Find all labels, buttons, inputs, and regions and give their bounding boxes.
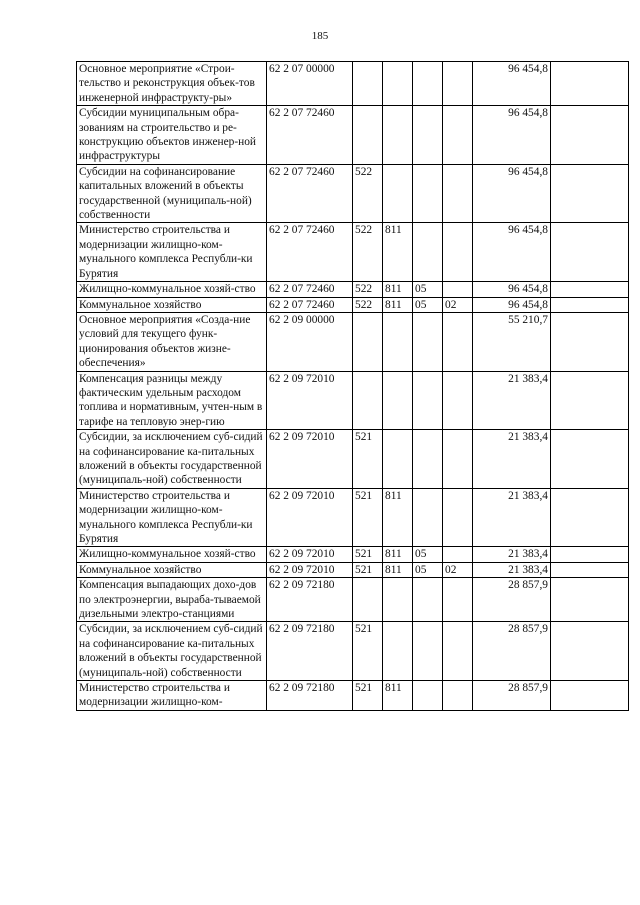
row-vr-cell: 521	[353, 622, 383, 681]
row-gr-cell	[383, 578, 413, 622]
table-row	[77, 223, 629, 282]
row-gr-cell: 811	[383, 562, 413, 577]
row-pr-cell	[443, 681, 473, 711]
row-vr-cell: 521	[353, 681, 383, 711]
row-name-cell: Министерство строительства и модернизации жилищно-ком-	[77, 681, 267, 711]
row-gr-cell	[383, 371, 413, 430]
row-sum-cell: 21 383,4	[473, 371, 551, 430]
row-vr-cell: 521	[353, 562, 383, 577]
row-rz-cell	[413, 622, 443, 681]
budget-table	[76, 61, 629, 711]
row-pr-cell	[443, 106, 473, 165]
row-rz-cell: 05	[413, 282, 443, 297]
row-pr-cell	[443, 62, 473, 106]
row-code-cell: 62 2 09 72180	[267, 622, 353, 681]
row-code-cell: 62 2 09 72010	[267, 430, 353, 489]
row-rz-cell	[413, 164, 443, 223]
table-row	[77, 164, 629, 223]
row-empty-cell	[551, 681, 629, 711]
row-rz-cell	[413, 681, 443, 711]
row-vr-cell: 521	[353, 547, 383, 562]
row-code-cell: 62 2 09 72010	[267, 562, 353, 577]
row-vr-cell: 522	[353, 282, 383, 297]
row-rz-cell	[413, 430, 443, 489]
row-name-cell: Субсидии, за исключением суб-сидий на софинансирование ка-питальных вложений в объекты государственной (муниципаль-ной) собственности	[77, 430, 267, 489]
row-name-cell: Компенсация разницы между фактическим удельным расходом топлива и нормативным, учтен-ным в тарифе на тепловую энер-гию	[77, 371, 267, 430]
table-row	[77, 312, 629, 371]
table-row	[77, 282, 629, 297]
row-gr-cell	[383, 312, 413, 371]
row-vr-cell: 522	[353, 164, 383, 223]
row-code-cell: 62 2 07 72460	[267, 282, 353, 297]
row-rz-cell: 05	[413, 297, 443, 312]
row-rz-cell	[413, 312, 443, 371]
row-sum-cell: 55 210,7	[473, 312, 551, 371]
row-sum-cell: 28 857,9	[473, 681, 551, 711]
row-rz-cell	[413, 371, 443, 430]
row-empty-cell	[551, 488, 629, 547]
table-row	[77, 681, 629, 711]
row-rz-cell	[413, 578, 443, 622]
row-gr-cell	[383, 622, 413, 681]
row-code-cell: 62 2 07 00000	[267, 62, 353, 106]
row-rz-cell: 05	[413, 547, 443, 562]
row-empty-cell	[551, 223, 629, 282]
row-name-cell: Компенсация выпадающих дохо-дов по электроэнергии, выраба-тываемой дизельными электро-станциями	[77, 578, 267, 622]
row-gr-cell	[383, 62, 413, 106]
row-pr-cell	[443, 371, 473, 430]
row-name-cell: Субсидии муниципальным обра-зованиям на строительство и ре-конструкцию объектов инженер-ной инфраструктуры	[77, 106, 267, 165]
row-vr-cell	[353, 312, 383, 371]
row-code-cell: 62 2 09 72180	[267, 578, 353, 622]
row-empty-cell	[551, 62, 629, 106]
row-vr-cell	[353, 62, 383, 106]
row-sum-cell: 21 383,4	[473, 488, 551, 547]
row-rz-cell	[413, 488, 443, 547]
row-empty-cell	[551, 430, 629, 489]
row-gr-cell	[383, 164, 413, 223]
row-sum-cell: 21 383,4	[473, 562, 551, 577]
row-empty-cell	[551, 562, 629, 577]
row-name-cell: Жилищно-коммунальное хозяй-ство	[77, 282, 267, 297]
row-gr-cell: 811	[383, 223, 413, 282]
row-code-cell: 62 2 07 72460	[267, 164, 353, 223]
table-row	[77, 62, 629, 106]
row-sum-cell: 28 857,9	[473, 578, 551, 622]
row-empty-cell	[551, 282, 629, 297]
row-rz-cell: 05	[413, 562, 443, 577]
row-pr-cell	[443, 622, 473, 681]
row-rz-cell	[413, 223, 443, 282]
row-gr-cell: 811	[383, 297, 413, 312]
row-pr-cell	[443, 164, 473, 223]
row-pr-cell	[443, 282, 473, 297]
row-code-cell: 62 2 07 72460	[267, 223, 353, 282]
row-name-cell: Жилищно-коммунальное хозяй-ство	[77, 547, 267, 562]
row-empty-cell	[551, 312, 629, 371]
row-empty-cell	[551, 164, 629, 223]
row-pr-cell	[443, 223, 473, 282]
row-name-cell: Коммунальное хозяйство	[77, 297, 267, 312]
table-row	[77, 371, 629, 430]
table-row	[77, 430, 629, 489]
row-sum-cell: 96 454,8	[473, 223, 551, 282]
row-code-cell: 62 2 09 72010	[267, 488, 353, 547]
row-pr-cell	[443, 312, 473, 371]
row-vr-cell: 522	[353, 297, 383, 312]
row-sum-cell: 96 454,8	[473, 282, 551, 297]
row-gr-cell: 811	[383, 488, 413, 547]
row-rz-cell	[413, 62, 443, 106]
table-row	[77, 106, 629, 165]
row-empty-cell	[551, 547, 629, 562]
row-pr-cell	[443, 430, 473, 489]
table-row	[77, 547, 629, 562]
row-code-cell: 62 2 07 72460	[267, 106, 353, 165]
row-empty-cell	[551, 297, 629, 312]
row-empty-cell	[551, 371, 629, 430]
table-row	[77, 488, 629, 547]
row-gr-cell	[383, 106, 413, 165]
row-vr-cell: 521	[353, 430, 383, 489]
row-empty-cell	[551, 578, 629, 622]
row-sum-cell: 96 454,8	[473, 62, 551, 106]
row-name-cell: Основное мероприятия «Созда-ние условий для текущего функ-ционирования объектов жизне-обеспечения»	[77, 312, 267, 371]
table-row	[77, 297, 629, 312]
row-vr-cell	[353, 371, 383, 430]
row-sum-cell: 28 857,9	[473, 622, 551, 681]
table-row	[77, 562, 629, 577]
row-code-cell: 62 2 09 72010	[267, 371, 353, 430]
row-empty-cell	[551, 622, 629, 681]
row-code-cell: 62 2 07 72460	[267, 297, 353, 312]
row-name-cell: Коммунальное хозяйство	[77, 562, 267, 577]
row-gr-cell: 811	[383, 282, 413, 297]
budget-table-body	[77, 62, 629, 711]
row-sum-cell: 96 454,8	[473, 106, 551, 165]
row-name-cell: Министерство строительства и модернизации жилищно-ком-мунального комплекса Республи-ки Бурятия	[77, 488, 267, 547]
row-pr-cell	[443, 578, 473, 622]
row-code-cell: 62 2 09 72010	[267, 547, 353, 562]
row-pr-cell	[443, 547, 473, 562]
table-row	[77, 578, 629, 622]
row-vr-cell	[353, 578, 383, 622]
row-vr-cell	[353, 106, 383, 165]
row-gr-cell: 811	[383, 547, 413, 562]
row-gr-cell: 811	[383, 681, 413, 711]
table-row	[77, 622, 629, 681]
row-sum-cell: 21 383,4	[473, 547, 551, 562]
row-pr-cell	[443, 488, 473, 547]
row-code-cell: 62 2 09 72180	[267, 681, 353, 711]
row-rz-cell	[413, 106, 443, 165]
row-name-cell: Основное мероприятие «Строи-тельство и реконструкция объек-тов инженерной инфраструкту-ры»	[77, 62, 267, 106]
row-name-cell: Министерство строительства и модернизации жилищно-ком-мунального комплекса Республи-ки Бурятия	[77, 223, 267, 282]
row-vr-cell: 521	[353, 488, 383, 547]
row-empty-cell	[551, 106, 629, 165]
row-vr-cell: 522	[353, 223, 383, 282]
row-pr-cell: 02	[443, 297, 473, 312]
row-gr-cell	[383, 430, 413, 489]
row-name-cell: Субсидии, за исключением суб-сидий на софинансирование ка-питальных вложений в объекты государственной (муниципаль-ной) собственности	[77, 622, 267, 681]
row-name-cell: Субсидии на софинансирование капитальных вложений в объекты государственной (муниципаль-ной) собственности	[77, 164, 267, 223]
row-sum-cell: 96 454,8	[473, 164, 551, 223]
row-sum-cell: 96 454,8	[473, 297, 551, 312]
page-number: 185	[311, 30, 329, 42]
row-sum-cell: 21 383,4	[473, 430, 551, 489]
row-code-cell: 62 2 09 00000	[267, 312, 353, 371]
row-pr-cell: 02	[443, 562, 473, 577]
